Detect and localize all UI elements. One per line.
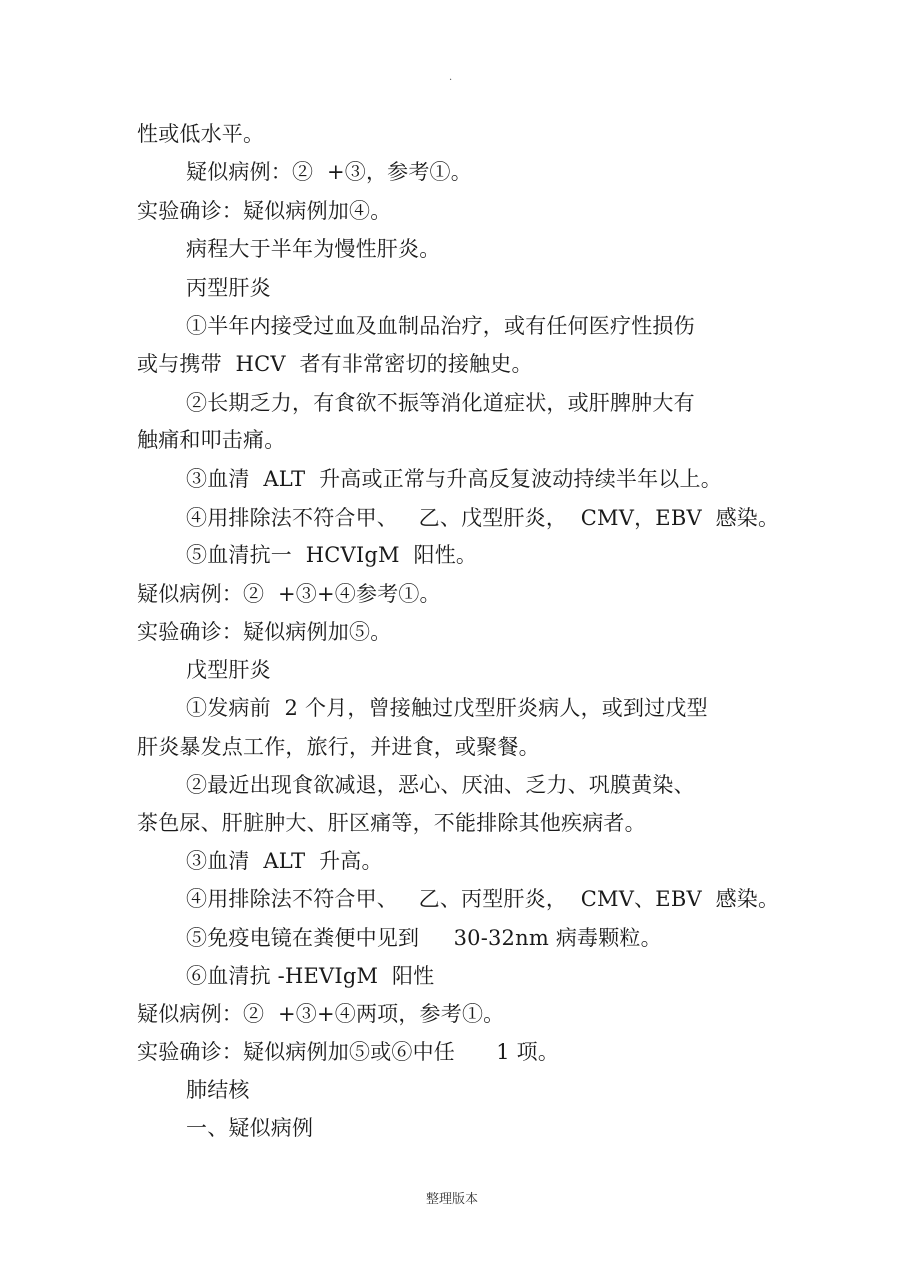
text-line: ④用排除法不符合甲、 乙、戊型肝炎， CMV，EBV 感染。 [186,506,780,530]
text-line: ⑤免疫电镜在粪便中见到 30-32nm 病毒颗粒。 [186,926,662,950]
text-line: ②最近出现食欲减退，恶心、厌油、乏力、巩膜黄染、 [186,773,695,797]
text-line: ③血清 ALT 升高。 [186,849,383,873]
text-line: 病程大于半年为慢性肝炎。 [186,237,441,261]
text-line: ①半年内接受过血及血制品治疗，或有任何医疗性损伤 [186,314,695,338]
text-line: ②长期乏力，有食欲不振等消化道症状，或肝脾肿大有 [186,391,695,415]
text-line: 疑似病例：② +③+④参考①。 [137,582,441,606]
section-heading: 肺结核 [186,1078,250,1102]
text-line: ④用排除法不符合甲、 乙、丙型肝炎， CMV、EBV 感染。 [186,887,780,911]
section-heading: 丙型肝炎 [186,276,271,300]
header-mark: . [449,72,453,83]
text-line: ⑥血清抗 -HEVIgM 阳性 [186,964,435,988]
text-line: 性或低水平。 [137,122,265,146]
section-heading: 戊型肝炎 [186,658,271,682]
text-line: 实验确诊：疑似病例加⑤。 [137,620,392,644]
text-line: ③血清 ALT 升高或正常与升高反复波动持续半年以上。 [186,467,722,491]
page-footer: 整理版本 [425,1192,478,1207]
text-line: ①发病前 2 个月，曾接触过戊型肝炎病人，或到过戊型 [186,696,708,720]
text-line: 实验确诊：疑似病例加④。 [137,199,392,223]
text-line: 疑似病例：② +③，参考①。 [186,160,472,184]
text-line: 肝炎暴发点工作，旅行，并进食，或聚餐。 [137,735,540,759]
text-line: 或与携带 HCV 者有非常密切的接触史。 [137,352,533,376]
text-line: 疑似病例：② +③+④两项，参考①。 [137,1002,505,1026]
text-line: 一、疑似病例 [186,1116,314,1140]
text-line: ⑤血清抗一 HCVIgM 阳性。 [186,543,478,567]
text-line: 茶色尿、肝脏肿大、肝区痛等，不能排除其他疾病者。 [137,811,646,835]
text-line: 触痛和叩击痛。 [137,428,286,452]
text-line: 实验确诊：疑似病例加⑤或⑥中任 1 项。 [137,1040,560,1064]
